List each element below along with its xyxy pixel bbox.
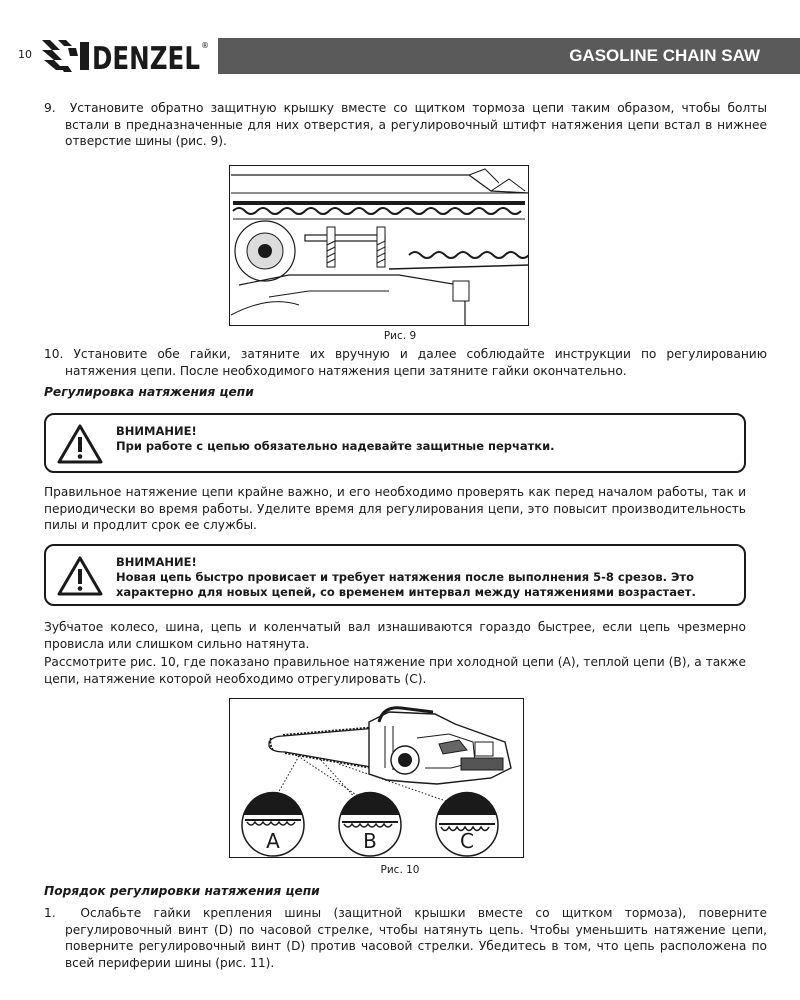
tension-paragraph-2: Зубчатое колесо, шина, цепь и коленчатый вал изнашиваются гораздо быстрее, если цепь чрезмерно провисла или слишком сильно натянута. <box>44 620 746 651</box>
warning-text: При работе с цепью обязательно надевайте защитные перчатки. <box>116 439 555 453</box>
figure-10-illustration <box>229 698 524 858</box>
figure-9-caption: Рис. 9 <box>383 330 417 342</box>
step-10-text: 10. Установите обе гайки, затяните их вручную и далее соблюдайте инструкции по регулированию натяжения цепи. После необходимого натяжения цепи затяните гайки окончательно. <box>44 347 767 378</box>
warning-box-gloves <box>44 413 746 473</box>
header-title-bar <box>218 38 800 74</box>
brand-wordmark: DENZEL <box>92 41 200 76</box>
tension-paragraph-3: Рассмотрите рис. 10, где показано правильное натяжение при холодной цепи (A), теплой цепи (B), а также цепи, натяжение которой необходимо отрегулировать (C). <box>44 655 746 686</box>
section-heading-tension: Регулировка натяжения цепи <box>44 385 254 399</box>
warning-text: Новая цепь быстро провисает и требует натяжения после выполнения 5-8 срезов. Это характерно для новых цепей, со временем интервал между натяжениями возрастает. <box>116 570 696 599</box>
warning-triangle-icon <box>56 423 104 465</box>
section-heading-procedure: Порядок регулировки натяжения цепи <box>44 884 320 898</box>
tension-paragraph-1: Правильное натяжение цепи крайне важно, и его необходимо проверять как перед началом работы, так и периодически во время работы. Уделите время для регулирования цепи, это повысит производительность пилы и продлит срок ее службы. <box>44 485 746 532</box>
warning-title: ВНИМАНИЕ! <box>116 555 197 569</box>
denzel-logo-icon <box>42 36 212 76</box>
procedure-step-1-text: 1. Ослабьте гайки крепления шины (защитной крышки вместе со щитком тормоза), поверните регулировочный винт (D) по часовой стрелке, чтобы натянуть цепь. Чтобы уменьшить натяжение цепи, поверните регулировочный винт (D) против часовой стрелки. Убедитесь в том, что цепь расположена по всей периферии шины (рис. 11). <box>44 906 767 970</box>
warning-box-new-chain <box>44 544 746 606</box>
svg-text:®: ® <box>201 41 209 50</box>
page-number: 10 <box>18 48 32 61</box>
figure-10-caption: Рис. 10 <box>380 864 420 876</box>
chain-label-b: B <box>363 829 377 853</box>
chain-label-a: A <box>266 829 280 853</box>
warning-triangle-icon <box>56 555 104 597</box>
warning-title: ВНИМАНИЕ! <box>116 424 197 438</box>
figure-9-illustration <box>229 165 529 326</box>
chain-label-c: C <box>460 829 474 853</box>
document-title: GASOLINE CHAIN SAW <box>569 46 760 65</box>
step-9-text: 9. Установите обратно защитную крышку вместе со щитком тормоза цепи таким образом, чтобы болты встали в предназначенные для них отверстия, а регулировочный штифт натяжения цепи встал в нижнее отверстие шины (рис. 9). <box>44 101 767 148</box>
